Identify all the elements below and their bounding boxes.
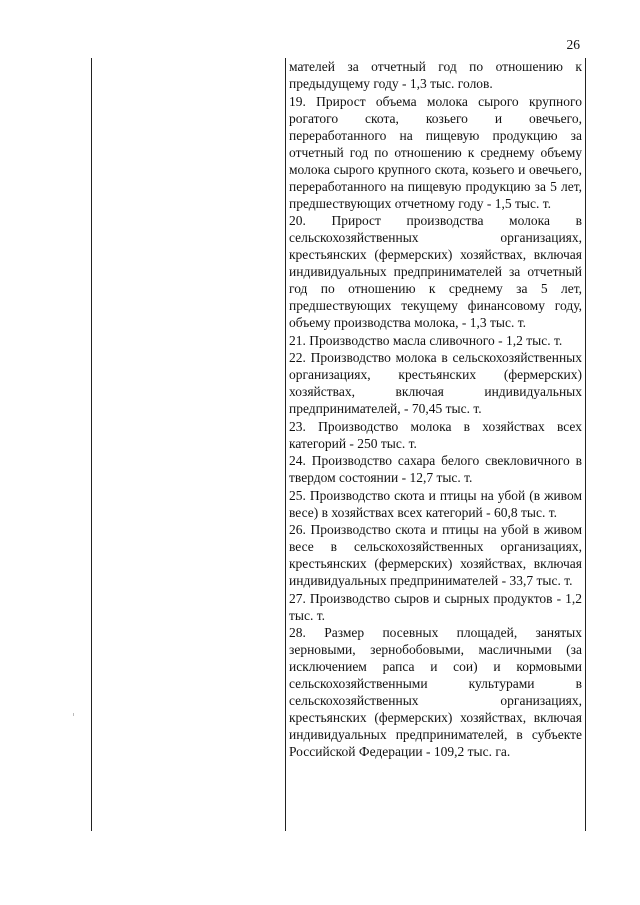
indicator-item-19: 19. Прирост объема молока сырого крупного рогатого скота, козьего и овечьего, переработанного на пищевую продукцию за отчетный год по отношению к среднему объему молока сырого крупного скота, козьего и овечьего, переработанного на пищевую продукцию за 5 лет, предшествующих отчетному году - 1,5 тыс. т.	[289, 93, 582, 211]
indicator-item-22: 22. Производство молока в сельскохозяйственных организациях, крестьянских (фермерских) хозяйствах, включая индивидуальных предпринимателей, - 70,45 тыс. т.	[289, 350, 582, 416]
indicators-column	[289, 58, 582, 761]
indicator-item-25: 25. Производство скота и птицы на убой (в живом весе) в хозяйствах всех категорий - 60,8 тыс. т.	[289, 487, 582, 520]
indicator-item-27: 27. Производство сыров и сырных продуктов - 1,2 тыс. т.	[289, 590, 582, 623]
indicator-item-26: 26. Производство скота и птицы на убой в живом весе в сельскохозяйственных организациях, крестьянских (фермерских) хозяйствах, включая индивидуальных предпринимателей - 33,7 тыс. т.	[289, 522, 582, 588]
indicator-item-23: 23. Производство молока в хозяйствах всех категорий - 250 тыс. т.	[289, 418, 582, 451]
indicator-continuation: мателей за отчетный год по отношению к предыдущему году - 1,3 тыс. голов.	[289, 59, 582, 91]
indicator-item-21: 21. Производство масла сливочного - 1,2 тыс. т.	[289, 332, 563, 348]
table-column-divider	[285, 58, 286, 831]
indicator-item-24: 24. Производство сахара белого свекловичного в твердом состоянии - 12,7 тыс. т.	[289, 453, 582, 485]
table-border-right	[585, 58, 586, 831]
indicator-item-28: 28. Размер посевных площадей, занятых зерновыми, зернобобовыми, масличными (за исключением рапса и сои) и кормовыми сельскохозяйственными культурами в сельскохозяйственных организациях, крестьянских (фермерских) хозяйствах, включая индивидуальных предпринимателей, в субъекте Российской Федерации - 109,2 тыс. га.	[289, 625, 582, 759]
scan-mark	[73, 713, 74, 716]
indicator-item-20: 20. Прирост производства молока в сельскохозяйственных организациях, крестьянских (фермерских) хозяйствах, включая индивидуальных предпринимателей за отчетный год по отношению к среднему за 5 лет, предшествующих текущему финансовому году, объему производства молока, - 1,3 тыс. т.	[289, 213, 582, 330]
page-number: 26	[566, 37, 580, 52]
empty-table-column	[92, 58, 284, 831]
